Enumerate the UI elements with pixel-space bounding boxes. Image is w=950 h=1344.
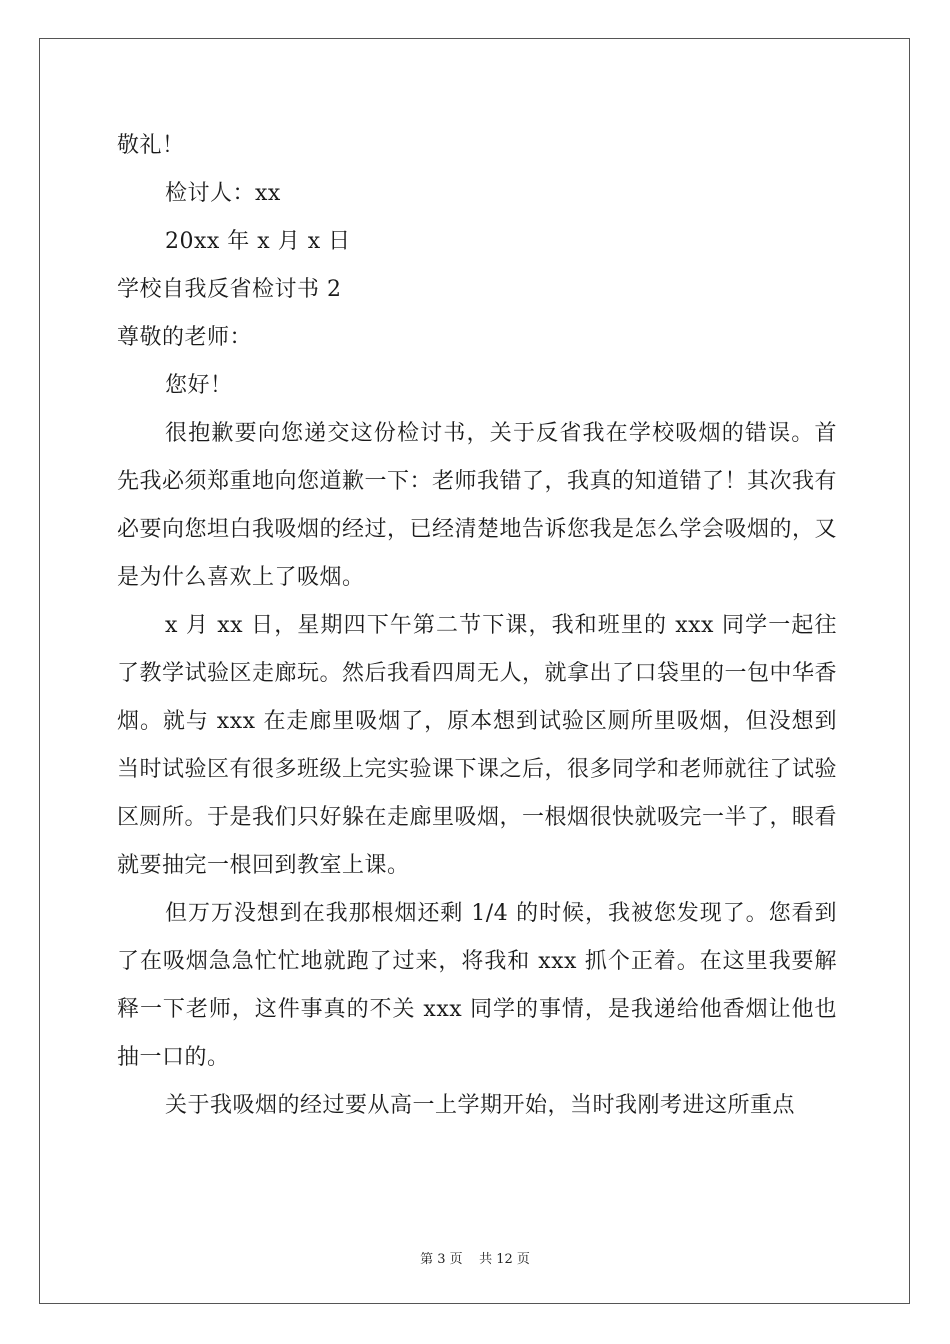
hello-line: 您好！ (165, 373, 233, 398)
greeting-line: 尊敬的老师： (117, 325, 253, 350)
paragraph-background: 关于我吸烟的经过要从高一上学期开始，当时我刚考进这所重点 (165, 1093, 796, 1118)
paragraph-incident: x 月 xx 日，星期四下午第二节下课，我和班里的 xxx 同学一起往了教学试验区走廊玩。然后我看四周无人，就拿出了口袋里的一包中华香烟。就与 xxx 在走廊里吸烟了，原本想到试验区厕所里吸烟，但没想到当时试验区有很多班级上完实验课下课之后，很多同学和老师就往了试验区厕所。于是我们只好躲在走廊里吸烟，一根烟很快就吸完一半了，眼看就要抽完一根回到教室上课。 (117, 613, 838, 878)
closing-salutation: 敬礼！ (117, 133, 185, 158)
date-line: 20xx 年 x 月 x 日 (165, 229, 351, 254)
paragraph-apology: 很抱歉要向您递交这份检讨书，关于反省我在学校吸烟的错误。首先我必须郑重地向您道歉一下：老师我错了，我真的知道错了！其次我有必要向您坦白我吸烟的经过，已经清楚地告诉您我是怎么学会吸烟的，又是为什么喜欢上了吸烟。 (117, 421, 838, 590)
signer-line: 检讨人：xx (165, 181, 281, 206)
document-body (117, 122, 837, 1130)
page-number: 第 3 页 共 12 页 (420, 1252, 530, 1267)
page-footer (0, 1248, 950, 1267)
section-title: 学校自我反省检讨书 2 (117, 277, 342, 302)
paragraph-caught: 但万万没想到在我那根烟还剩 1/4 的时候，我被您发现了。您看到了在吸烟急急忙忙地就跑了过来，将我和 xxx 抓个正着。在这里我要解释一下老师，这件事真的不关 xxx 同学的事情，是我递给他香烟让他也抽一口的。 (117, 901, 837, 1070)
